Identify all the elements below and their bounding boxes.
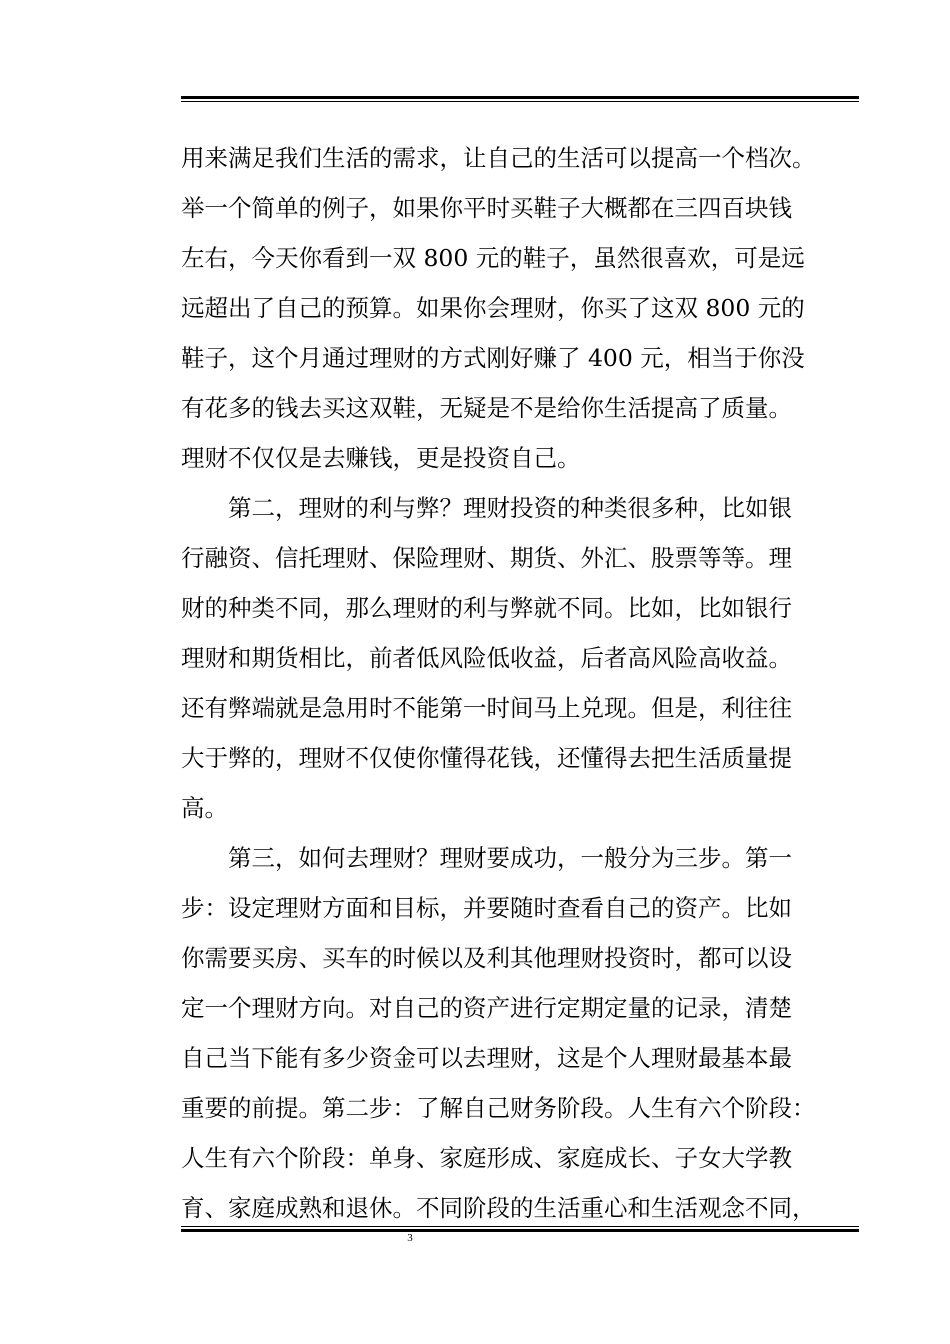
body-line: 自己当下能有多少资金可以去理财，这是个人理财最基本最 — [181, 1044, 792, 1072]
body-line: 大于弊的，理财不仅使你懂得花钱，还懂得去把生活质量提 — [181, 744, 792, 772]
header-rule — [181, 96, 859, 102]
body-line: 举一个简单的例子，如果你平时买鞋子大概都在三四百块钱 — [181, 194, 792, 222]
body-line: 鞋子，这个月通过理财的方式刚好赚了 400 元，相当于你没 — [181, 344, 805, 372]
body-line: 行融资、信托理财、保险理财、期货、外汇、股票等等。理 — [181, 544, 792, 572]
body-line: 还有弊端就是急用时不能第一时间马上兑现。但是，利往往 — [181, 694, 792, 722]
body-line: 育、家庭成熟和退休。不同阶段的生活重心和生活观念不同， — [181, 1194, 816, 1222]
body-line: 定一个理财方向。对自己的资产进行定期定量的记录，清楚 — [181, 994, 792, 1022]
body-line: 步：设定理财方面和目标，并要随时查看自己的资产。比如 — [181, 894, 792, 922]
body-line: 理财和期货相比，前者低风险低收益，后者高风险高收益。 — [181, 644, 792, 672]
footer-rule — [181, 1226, 859, 1232]
body-line: 你需要买房、买车的时候以及利其他理财投资时，都可以设 — [181, 944, 792, 972]
paragraph-two-start: 第二，理财的利与弊？理财投资的种类很多种，比如银 — [181, 494, 792, 522]
body-line: 远超出了自己的预算。如果你会理财，你买了这双 800 元的 — [181, 294, 805, 322]
body-line: 重要的前提。第二步：了解自己财务阶段。人生有六个阶段： — [181, 1094, 816, 1122]
body-line: 人生有六个阶段：单身、家庭形成、家庭成长、子女大学教 — [181, 1144, 792, 1172]
body-line: 左右，今天你看到一双 800 元的鞋子，虽然很喜欢，可是远 — [181, 244, 805, 272]
body-line: 财的种类不同，那么理财的利与弊就不同。比如，比如银行 — [181, 594, 792, 622]
body-line: 有花多的钱去买这双鞋，无疑是不是给你生活提高了质量。 — [181, 394, 792, 422]
body-line: 高。 — [181, 794, 228, 822]
paragraph-three-start: 第三，如何去理财？理财要成功，一般分为三步。第一 — [181, 844, 792, 872]
body-line: 理财不仅仅是去赚钱，更是投资自己。 — [181, 444, 581, 472]
body-line: 用来满足我们生活的需求，让自己的生活可以提高一个档次。 — [181, 144, 816, 172]
document-body — [181, 133, 861, 1233]
page-number: 3 — [407, 1232, 413, 1244]
